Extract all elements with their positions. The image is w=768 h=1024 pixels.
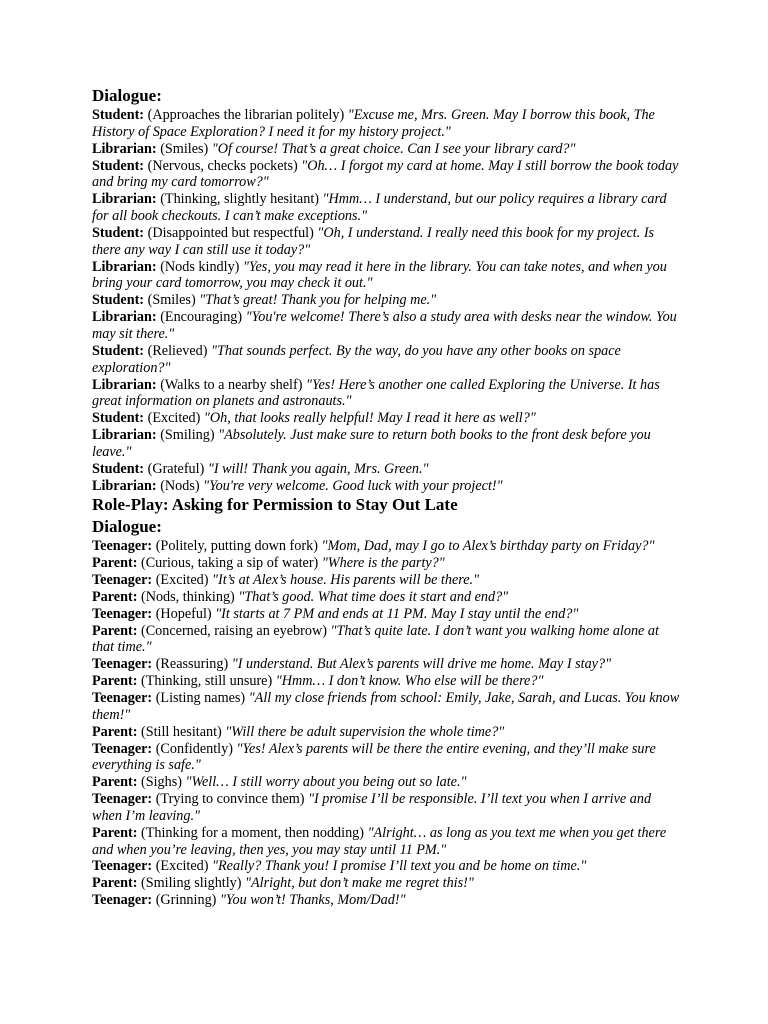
spoken-quote: "I will! Thank you again, Mrs. Green." <box>207 460 429 477</box>
dialogue-line <box>92 377 682 411</box>
speaker-label: Teenager: <box>92 858 153 875</box>
speaker-label: Teenager: <box>92 740 153 757</box>
spoken-quote: "Yes, you may read it here in the library. You can take notes, and when you bring your card tomorrow, you may check it out." <box>92 258 667 292</box>
spoken-quote: "Alright, but don’t make me regret this!" <box>245 875 474 892</box>
dialogue-line <box>92 825 682 859</box>
speaker-label: Student: <box>92 224 145 241</box>
dialogue-line <box>92 892 682 909</box>
stage-direction: (Politely, putting down fork) <box>155 538 318 555</box>
dialogue-line <box>92 141 682 158</box>
spoken-quote: "That’s good. What time does it start and end?" <box>238 588 509 605</box>
stage-direction: (Thinking for a moment, then nodding) <box>140 824 365 841</box>
speaker-label: Parent: <box>92 875 138 892</box>
section-title: Role-Play: Asking for Permission to Stay Out Late <box>92 495 458 515</box>
spoken-quote: "Oh, that looks really helpful! May I read it here as well?" <box>203 410 536 427</box>
stage-direction: (Sighs) <box>140 774 182 791</box>
stage-direction: (Trying to convince them) <box>155 791 305 808</box>
stage-direction: (Still hesitant) <box>140 723 222 740</box>
speaker-label: Teenager: <box>92 791 153 808</box>
dialogue-line <box>92 292 682 309</box>
speaker-label: Librarian: <box>92 191 157 208</box>
stage-direction: (Listing names) <box>155 690 246 706</box>
spoken-quote: "Absolutely. Just make sure to return both books to the front desk before you leave." <box>92 427 651 460</box>
speaker-label: Parent: <box>92 774 138 791</box>
stage-direction: (Excited) <box>155 572 209 589</box>
dialogue-line <box>92 309 682 343</box>
stage-direction: (Excited) <box>155 858 209 875</box>
speaker-label: Librarian: <box>92 376 157 393</box>
spoken-quote: "Alright… as long as you text me when you get there and when you’re leaving, then yes, you may stay until 11 PM." <box>92 824 667 858</box>
speaker-label: Parent: <box>92 673 138 690</box>
spoken-quote: "Yes! Alex’s parents will be there the entire evening, and they’ll make sure everything is safe." <box>92 740 656 774</box>
stage-direction: (Nervous, checks pockets) <box>147 157 298 174</box>
spoken-quote: "Oh… I forgot my card at home. May I still borrow the book today and bring my card tomorrow?" <box>92 157 679 191</box>
spoken-quote: "Oh, I understand. I really need this book for my project. Is there any way I can still use it today?" <box>92 224 655 258</box>
spoken-quote: "Will there be adult supervision the whole time?" <box>225 723 505 740</box>
spoken-quote: "Mom, Dad, may I go to Alex’s birthday party on Friday?" <box>321 538 655 555</box>
stage-direction: (Hopeful) <box>155 605 212 622</box>
spoken-quote: "That’s great! Thank you for helping me." <box>199 292 437 309</box>
spoken-quote: "You're welcome! There’s also a study area with desks near the window. You may sit there." <box>92 309 677 342</box>
stage-direction: (Confidently) <box>155 740 233 757</box>
dialogue-line <box>92 875 682 892</box>
dialogue-line <box>92 191 682 225</box>
spoken-quote: "Yes! Here’s another one called Exploring the Universe. It has great information on planets and astronauts." <box>92 376 660 410</box>
stage-direction: (Smiling) <box>160 427 215 444</box>
dialogue-line <box>92 724 682 741</box>
stage-direction: (Encouraging) <box>160 309 243 326</box>
spoken-quote: "Hmm… I understand, but our policy requires a library card for all book checkouts. I can’t make exceptions." <box>92 191 667 225</box>
stage-direction: (Curious, taking a sip of water) <box>140 555 319 572</box>
spoken-quote: "That’s quite late. I don’t want you walking home alone at that time." <box>92 622 659 656</box>
dialogue-line <box>92 343 682 377</box>
spoken-quote: "Hmm… I don’t know. Who else will be there?" <box>275 673 544 690</box>
spoken-quote: "You're very welcome. Good luck with your project!" <box>203 477 503 494</box>
speaker-label: Teenager: <box>92 892 153 909</box>
speaker-label: Librarian: <box>92 477 157 494</box>
spoken-quote: "That sounds perfect. By the way, do you have any other books on space exploration?" <box>92 342 621 376</box>
stage-direction: (Approaches the librarian politely) <box>147 107 345 123</box>
dialogue-line <box>92 427 682 461</box>
speaker-label: Student: <box>92 410 145 427</box>
dialogue-line <box>92 656 682 673</box>
spoken-quote: "Of course! That’s a great choice. Can I see your library card?" <box>211 140 576 157</box>
dialogue-line <box>92 259 682 293</box>
dialogue-line <box>92 107 682 141</box>
document-body <box>92 85 682 909</box>
spoken-quote: "It’s at Alex’s house. His parents will be there." <box>212 572 480 589</box>
speaker-label: Teenager: <box>92 538 153 555</box>
spoken-quote: "Excuse me, Mrs. Green. May I borrow this book, The History of Space Exploration? I need it for my history project." <box>92 107 655 140</box>
spoken-quote: "You won’t! Thanks, Mom/Dad!" <box>219 892 406 909</box>
dialogue-line <box>92 461 682 478</box>
dialogue-line <box>92 858 682 875</box>
dialogue-line <box>92 538 682 555</box>
dialogue-line <box>92 623 682 657</box>
stage-direction: (Smiles) <box>160 140 209 157</box>
speaker-label: Librarian: <box>92 309 157 326</box>
dialogue-line <box>92 741 682 775</box>
stage-direction: (Relieved) <box>147 342 208 359</box>
speaker-label: Librarian: <box>92 140 157 157</box>
speaker-label: Teenager: <box>92 572 153 589</box>
speaker-label: Parent: <box>92 555 138 572</box>
speaker-label: Parent: <box>92 588 138 605</box>
stage-direction: (Thinking, slightly hesitant) <box>160 191 319 208</box>
stage-direction: (Walks to a nearby shelf) <box>160 376 303 393</box>
dialogue-line <box>92 673 682 690</box>
stage-direction: (Smiling slightly) <box>140 875 242 892</box>
dialogue-line <box>92 555 682 572</box>
speaker-label: Parent: <box>92 723 138 740</box>
speaker-label: Parent: <box>92 824 138 841</box>
dialogue-line <box>92 791 682 825</box>
dialogue-line <box>92 572 682 589</box>
dialogue-heading: Dialogue: <box>92 517 162 537</box>
stage-direction: (Disappointed but respectful) <box>147 224 314 241</box>
speaker-label: Student: <box>92 292 145 309</box>
spoken-quote: "Well… I still worry about you being out so late." <box>185 774 467 791</box>
speaker-label: Parent: <box>92 622 138 639</box>
stage-direction: (Thinking, still unsure) <box>140 673 273 690</box>
stage-direction: (Reassuring) <box>155 656 229 673</box>
spoken-quote: "I promise I’ll be responsible. I’ll text you when I arrive and when I’m leaving." <box>92 791 652 824</box>
speaker-label: Student: <box>92 342 145 359</box>
dialogue-line <box>92 606 682 623</box>
speaker-label: Librarian: <box>92 258 157 275</box>
speaker-label: Teenager: <box>92 605 153 622</box>
spoken-quote: "I understand. But Alex’s parents will drive me home. May I stay?" <box>231 656 612 673</box>
spoken-quote: "It starts at 7 PM and ends at 11 PM. May I stay until the end?" <box>215 605 579 622</box>
speaker-label: Librarian: <box>92 427 157 444</box>
dialogue-line <box>92 410 682 427</box>
speaker-label: Student: <box>92 460 145 477</box>
speaker-label: Student: <box>92 157 145 174</box>
dialogue-line <box>92 774 682 791</box>
stage-direction: (Grateful) <box>147 460 205 477</box>
dialogue-line <box>92 478 682 495</box>
spoken-quote: "Where is the party?" <box>321 555 445 572</box>
dialogue-line <box>92 589 682 606</box>
dialogue-line <box>92 158 682 192</box>
dialogue-line <box>92 225 682 259</box>
speaker-label: Student: <box>92 107 145 123</box>
dialogue-heading: Dialogue: <box>92 86 162 105</box>
stage-direction: (Nods kindly) <box>160 258 240 275</box>
dialogue-line <box>92 690 682 724</box>
speaker-label: Teenager: <box>92 656 153 673</box>
stage-direction: (Nods, thinking) <box>140 588 235 605</box>
stage-direction: (Concerned, raising an eyebrow) <box>140 622 327 639</box>
stage-direction: (Grinning) <box>155 892 217 909</box>
spoken-quote: "All my close friends from school: Emily, Jake, Sarah, and Lucas. You know them!" <box>92 690 680 723</box>
stage-direction: (Nods) <box>160 477 200 494</box>
spoken-quote: "Really? Thank you! I promise I’ll text you and be home on time." <box>212 858 587 875</box>
stage-direction: (Excited) <box>147 410 201 427</box>
speaker-label: Teenager: <box>92 690 153 706</box>
stage-direction: (Smiles) <box>147 292 196 309</box>
